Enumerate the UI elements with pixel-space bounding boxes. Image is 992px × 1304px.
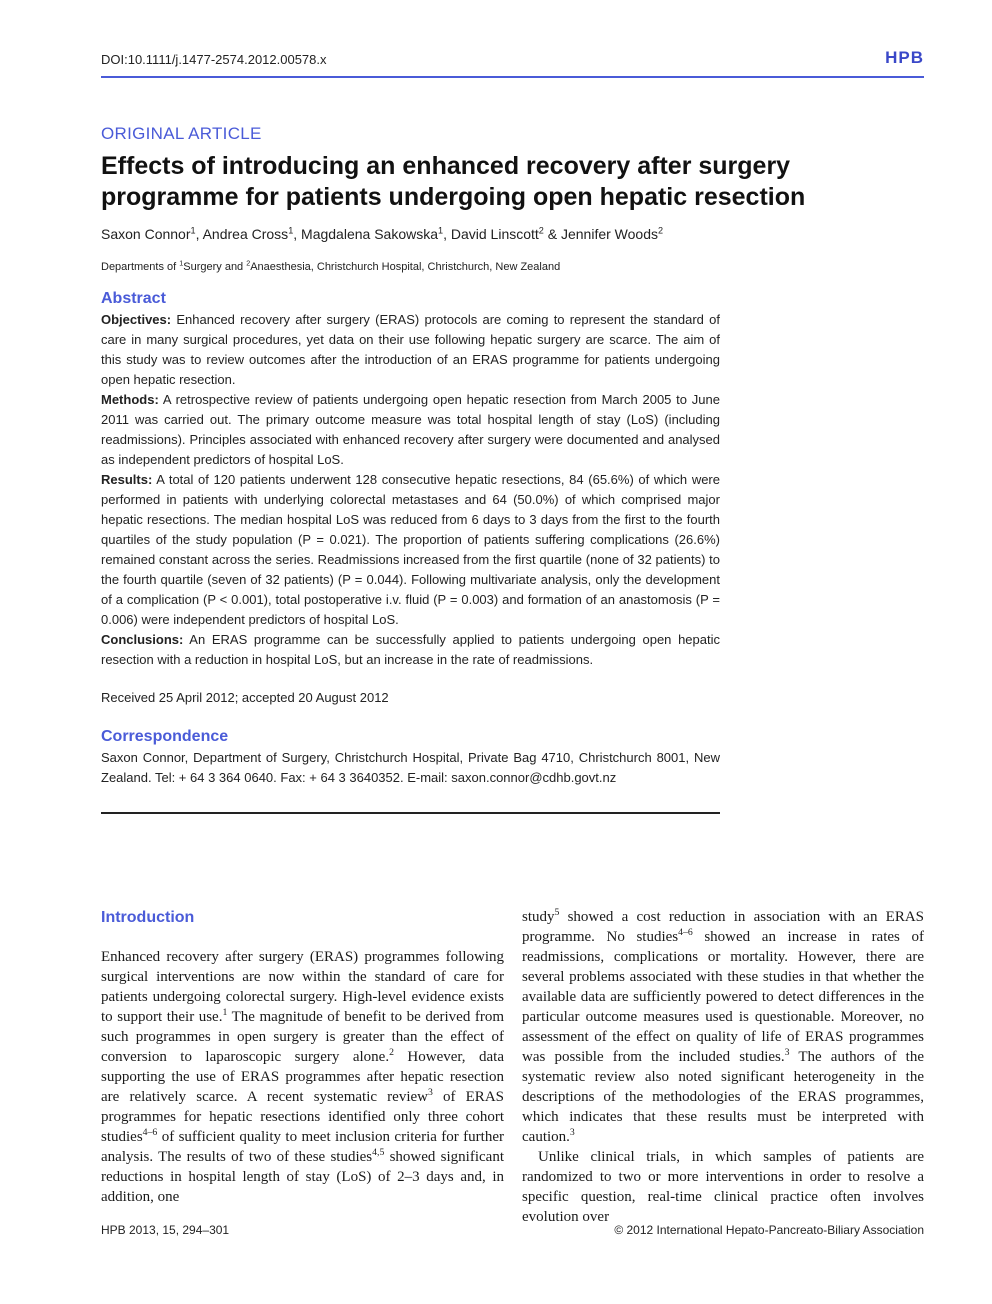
- abstract-methods: Methods: A retrospective review of patients undergoing open hepatic resection from March 2005 to June 2011 was carried out. The primary outcome measure was total hospital length of stay (LoS) (including readmissions). Principles associated with enhanced recovery after surgery were documented and analysed as independent predictors of hospital LoS.: [101, 392, 720, 467]
- author-name: Saxon Connor: [101, 226, 191, 242]
- citation-ref: 3: [569, 1127, 575, 1138]
- abstract-heading: Abstract: [101, 290, 166, 307]
- citation-ref: 2: [389, 1047, 394, 1058]
- body-column-left: [101, 947, 504, 1207]
- citation-ref: 5: [554, 907, 560, 918]
- article-title: Effects of introducing an enhanced recovery after surgery programme for patients undergoing open hepatic resection: [101, 152, 806, 211]
- received-dates: Received 25 April 2012; accepted 20 August 2012: [101, 690, 389, 705]
- footer-citation: HPB 2013, 15, 294–301: [101, 1223, 230, 1237]
- header-divider: [101, 76, 924, 78]
- correspondence-text: Saxon Connor, Department of Surgery, Christchurch Hospital, Private Bag 4710, Christchurch 8001, New Zealand. Tel: + 64 3 364 0640. Fax: + 64 3 3640352. E-mail: saxon.connor@cdhb.govt.nz: [101, 750, 720, 785]
- journal-logo: HPB: [885, 48, 924, 67]
- citation-ref: 4–6: [678, 927, 693, 938]
- citation-ref: 1: [222, 1007, 228, 1018]
- author-affiliation-mark: 1: [190, 225, 196, 236]
- author-affiliation-mark: 1: [438, 225, 444, 236]
- author-list: Saxon Connor$^1$, Andrea Cross$^1$, Magdalena Sakowska$^1$, David Linscott$^2$ & Jennifer Woods$^2$: [101, 225, 664, 242]
- author-affiliation-mark: 1: [288, 225, 294, 236]
- section-label: ORIGINAL ARTICLE: [101, 124, 262, 143]
- author-affiliation-mark: 2: [658, 225, 664, 236]
- citation-ref: 3: [784, 1047, 790, 1058]
- footer-copyright: © 2012 International Hepato-Pancreato-Biliary Association: [614, 1223, 924, 1237]
- abstract-results: Results: A total of 120 patients underwent 128 consecutive hepatic resections, 84 (65.6%) of which were performed in patients with underlying colorectal metastases and 64 (50.0%) of which comprised major hepatic resections. The median hospital LoS was reduced from 6 days to 3 days from the first to the fourth quartiles of the study population (P = 0.021). The proportion of patients suffering complications (26.6%) remained constant across the series. Readmissions increased from the first quartile (none of 32 patients) to the fourth quartile (seven of 32 patients) (P = 0.044). Following multivariate analysis, only the development of a complication (P < 0.001), total postoperative i.v. fluid (P = 0.003) and formation of an anastomosis (P = 0.006) were independent predictors of hospital LoS.: [101, 472, 720, 627]
- abstract-objectives: Objectives: Enhanced recovery after surgery (ERAS) protocols are coming to represent the standard of care in many surgical procedures, yet data on their use following hepatic surgery are scarce. The aim of this study was to review outcomes after the introduction of an ERAS programme for patients undergoing open hepatic resection.: [101, 312, 720, 387]
- author-name: Magdalena Sakowska: [301, 226, 439, 242]
- abstract-conclusions: Conclusions: An ERAS programme can be successfully applied to patients undergoing open hepatic resection with a reduction in hospital LoS, but an increase in the rate of readmissions.: [101, 632, 720, 667]
- abstract-divider: [101, 812, 720, 814]
- citation-ref: 4–6: [142, 1127, 158, 1138]
- author-affiliation-mark: 2: [538, 225, 544, 236]
- intro-paragraph-1-cont: study$^5$ showed a cost reduction in association with an ERAS programme. No studies$^{4-6}$ showed an increase in rates of readmissions, complications or mortality. However, there are several problems associated with these studies in that whether the available data are sufficiently powered to detect differences in the particular outcome measures used is questionable. Moreover, no assessment of the effect on quality of life of ERAS programmes was possible from the included studies.$^3$ The authors of the systematic review also noted significant heterogeneity in the descriptions of the methodologies of the ERAS programmes, which indicates that these results must be interpreted with caution.$^3$: [522, 907, 925, 1145]
- abstract-body: [101, 310, 720, 670]
- author-name: Jennifer Woods: [560, 226, 658, 242]
- body-column-right: [522, 907, 924, 1227]
- intro-paragraph-1: Enhanced recovery after surgery (ERAS) programmes following surgical interventions are now within the standard of care for patients undergoing colorectal surgery. High-level evidence exists to support their use.$^1$ The magnitude of benefit to be derived from such programmes in open surgery is greater than the effect of conversion to laparoscopic surgery alone.$^2$ However, data supporting the use of ERAS programmes after hepatic resection are relatively scarce. A recent systematic review$^3$ of ERAS programmes for hepatic resections identified only three cohort studies$^{4-6}$ of sufficient quality to meet inclusion criteria for further analysis. The results of two of these studies$^{4,5}$ showed significant reductions in hospital length of stay (LoS) of 2–3 days and, in addition, one: [101, 949, 505, 1205]
- citation-ref: 3: [427, 1087, 433, 1098]
- intro-paragraph-2: Unlike clinical trials, in which samples of patients are randomized to two or more interventions in order to resolve a specific question, real-time clinical practice often involves evolution over: [522, 1149, 924, 1225]
- citation-ref: 4,5: [372, 1147, 385, 1158]
- affiliations: Departments of $^1$Surgery and $^2$Anaesthesia, Christchurch Hospital, Christchurch, New Zealand: [101, 259, 561, 273]
- doi-text: DOI:10.1111/j.1477-2574.2012.00578.x: [101, 52, 327, 67]
- correspondence-heading: Correspondence: [101, 728, 229, 745]
- introduction-heading: Introduction: [101, 909, 195, 926]
- author-name: Andrea Cross: [202, 226, 289, 242]
- author-name: David Linscott: [450, 226, 539, 242]
